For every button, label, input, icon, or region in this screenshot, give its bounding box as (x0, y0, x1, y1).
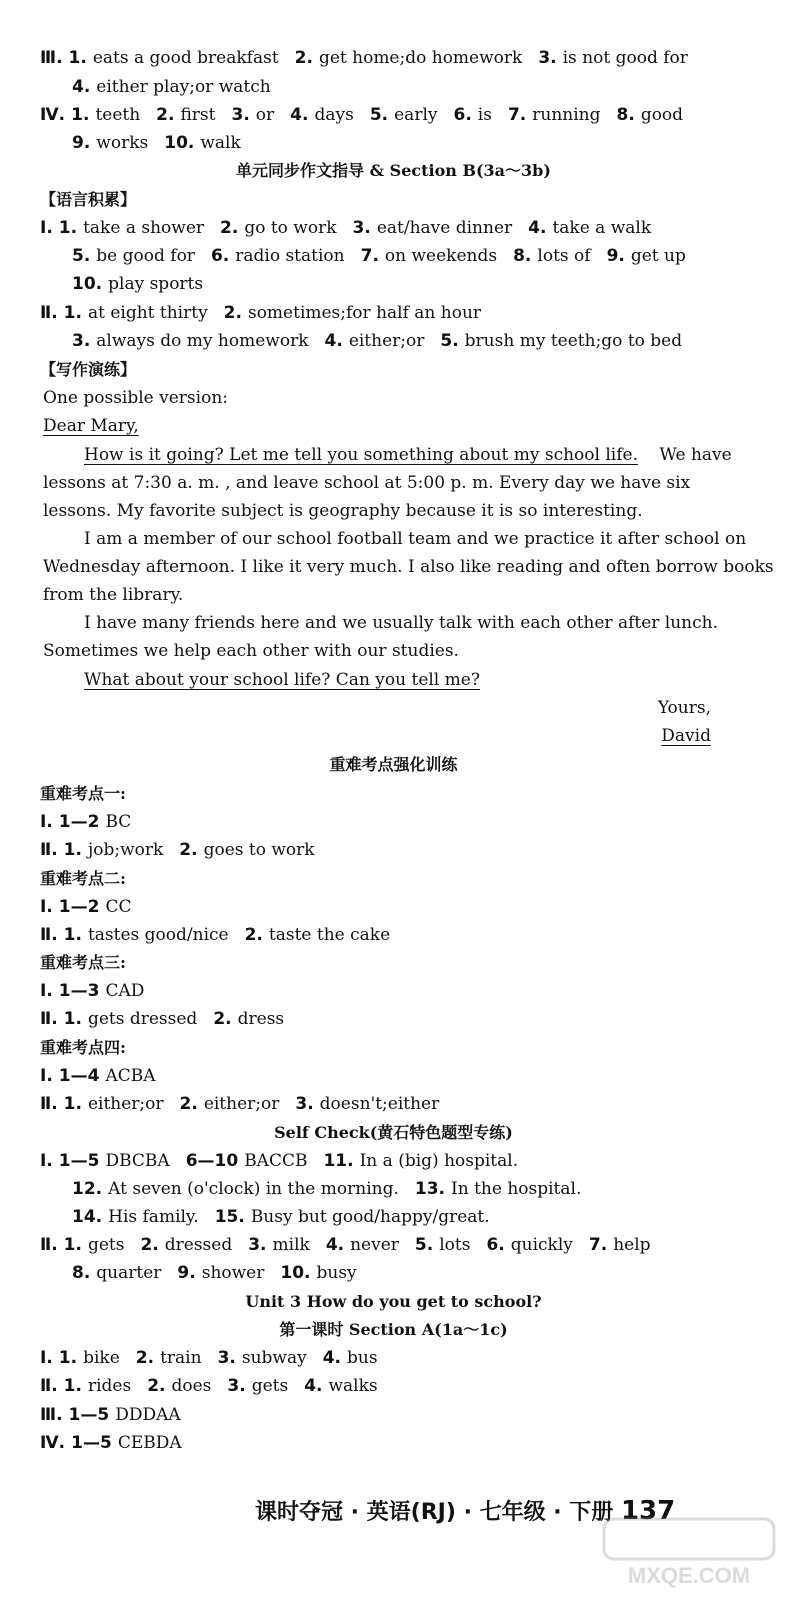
answer-text: at eight thirty (87, 303, 208, 323)
answer-line (84, 527, 746, 551)
answer-text: Sometimes we help each other with our studies. (43, 641, 459, 661)
item-number: Ⅰ. (40, 1066, 53, 1086)
answer-text: does (171, 1376, 212, 1396)
item-number: 2. (179, 1094, 198, 1114)
answer-line (43, 499, 643, 523)
answer-line (661, 724, 711, 748)
answer-text: 单元同步作文指导 & Section B(3a～3b) (236, 161, 551, 180)
item-number: Ⅲ. (40, 1405, 63, 1425)
item-number: 2. (220, 218, 239, 238)
item-number: 4. (322, 1348, 342, 1368)
answer-line (40, 951, 126, 975)
book-title: 课时夺冠 · 英语(RJ) · 七年级 · 下册 (255, 1500, 614, 1525)
item-number: 7. (360, 246, 379, 266)
page-number: 137 (620, 1496, 676, 1526)
answer-text: I have many friends here and we usually talk with each other after lunch. (84, 613, 718, 633)
item-number: 1. (63, 303, 82, 323)
answer-line (0, 753, 787, 777)
answer-line (43, 386, 228, 410)
answer-line (40, 1403, 181, 1427)
item-number: 3. (352, 218, 371, 238)
item-number: 1. (63, 840, 82, 860)
answer-text: never (350, 1235, 399, 1255)
item-number: 1—4 (58, 1066, 100, 1086)
answer-text: either;or (203, 1094, 280, 1114)
answer-text: In the hospital. (451, 1179, 582, 1199)
answer-text: gets dressed (87, 1009, 198, 1029)
answer-text: job;work (87, 840, 164, 860)
answer-text: At seven (o'clock) in the morning. (108, 1179, 399, 1199)
item-number: 3. (538, 48, 557, 68)
answer-line (40, 301, 481, 325)
answer-text: 【写作演练】 (40, 360, 137, 379)
answer-text: be good for (96, 246, 195, 266)
item-number: 10. (280, 1263, 311, 1283)
answer-line (658, 696, 711, 720)
answer-text: lots of (537, 246, 591, 266)
item-number: Ⅱ. (40, 840, 58, 860)
answer-line (40, 895, 131, 919)
item-number: 10. (164, 133, 195, 153)
answer-text: 重难考点一: (40, 784, 126, 803)
answer-text: always do my homework (96, 331, 309, 351)
item-number: Ⅲ. (40, 48, 63, 68)
item-number: 1—5 (71, 1433, 112, 1453)
answer-text: shower (201, 1263, 265, 1283)
answer-text: His family. (108, 1207, 199, 1227)
watermark-text: MXQE.COM (627, 1563, 751, 1588)
answer-text: 重难考点四: (40, 1038, 126, 1057)
answer-line (72, 1205, 490, 1229)
answer-text: is (477, 105, 492, 125)
item-number: 1. (63, 1235, 82, 1255)
answer-text: is not good for (562, 48, 688, 68)
answer-text: brush my teeth;go to bed (464, 331, 683, 351)
answer-line (40, 1007, 284, 1031)
answer-line (40, 867, 126, 891)
answer-text: get up (630, 246, 686, 266)
answer-text: CC (105, 897, 132, 917)
answer-line (0, 1290, 787, 1314)
answer-text: walks (328, 1376, 378, 1396)
answer-line (84, 611, 718, 635)
item-number: Ⅱ. (40, 1094, 58, 1114)
item-number: 5. (369, 105, 389, 125)
answer-text: or (255, 105, 275, 125)
item-number: 1—3 (58, 981, 100, 1001)
item-number: 1—5 (58, 1151, 100, 1171)
item-number: 12. (72, 1179, 103, 1199)
answer-line (40, 103, 683, 127)
item-number: Ⅱ. (40, 1235, 58, 1255)
answer-text: play sports (108, 274, 204, 294)
answer-line (40, 216, 651, 240)
answer-text: quarter (96, 1263, 162, 1283)
item-number: 11. (323, 1151, 354, 1171)
answer-line (40, 1064, 156, 1088)
answer-line (43, 583, 183, 607)
item-number: 5. (440, 331, 459, 351)
answer-line (84, 443, 732, 467)
answer-text: gets (87, 1235, 125, 1255)
answer-text: goes to work (203, 840, 315, 860)
answer-line (72, 329, 682, 353)
item-number: 7. (507, 105, 527, 125)
item-number: Ⅰ. (40, 1151, 53, 1171)
answer-text: early (394, 105, 438, 125)
item-number: 1. (71, 105, 90, 125)
item-number: Ⅱ. (40, 303, 58, 323)
answer-text: lessons. My favorite subject is geography because it is so interesting. (43, 501, 643, 521)
answer-text: What about your school life? Can you tell me? (84, 670, 480, 690)
item-number: 4. (528, 218, 547, 238)
answer-text: Self Check(黄石特色题型专练) (274, 1123, 513, 1142)
item-number: 2. (244, 925, 263, 945)
item-number: 3. (227, 1376, 246, 1396)
item-number: 1. (63, 1009, 82, 1029)
item-number: 7. (588, 1235, 608, 1255)
answer-text: dress (237, 1009, 285, 1029)
answer-text: Yours, (657, 698, 711, 718)
item-number: 1. (68, 48, 87, 68)
item-number: Ⅳ. (40, 1433, 66, 1453)
answer-line (40, 188, 136, 212)
answer-text: busy (316, 1263, 357, 1283)
item-number: 5. (72, 246, 91, 266)
answer-text: help (613, 1235, 651, 1255)
item-number: 1—2 (58, 897, 100, 917)
answer-text: Unit 3 How do you get to school? (245, 1292, 542, 1311)
item-number: 1. (63, 925, 82, 945)
answer-text: 重难考点二: (40, 869, 126, 888)
answer-line (40, 1374, 378, 1398)
answer-line (0, 1121, 787, 1145)
answer-text: How is it going? Let me tell you something about my school life. (84, 445, 638, 465)
answer-text: either play;or watch (96, 77, 271, 97)
answer-line (40, 1036, 126, 1060)
answer-text: good (640, 105, 684, 125)
item-number: 2. (223, 303, 242, 323)
item-number: 8. (513, 246, 532, 266)
answer-text: rides (87, 1376, 132, 1396)
answer-text: go to work (244, 218, 337, 238)
answer-text: BC (105, 812, 132, 832)
answer-text: on weekends (384, 246, 498, 266)
item-number: 3. (295, 1094, 314, 1114)
answer-line (72, 1261, 357, 1285)
item-number: 2. (135, 1348, 155, 1368)
item-number: 6. (453, 105, 472, 125)
answer-text: either;or (348, 331, 425, 351)
item-number: 10. (72, 274, 103, 294)
item-number: Ⅱ. (40, 1376, 58, 1396)
item-number: 4. (290, 105, 309, 125)
answer-line (43, 639, 459, 663)
item-number: 3. (72, 331, 91, 351)
answer-text: from the library. (43, 585, 184, 605)
item-number: 8. (72, 1263, 91, 1283)
answer-line (40, 838, 315, 862)
answer-text: days (314, 105, 354, 125)
answer-line (72, 244, 686, 268)
answer-text: take a shower (83, 218, 205, 238)
answer-text: 重难考点三: (40, 953, 126, 972)
answer-text: bus (347, 1348, 378, 1368)
answer-text: running (532, 105, 601, 125)
answer-text: 【语言积累】 (40, 190, 137, 209)
item-number: 1—2 (58, 812, 100, 832)
answer-text: gets (251, 1376, 289, 1396)
answer-line (40, 46, 688, 70)
item-number: 2. (140, 1235, 159, 1255)
item-number: 9. (177, 1263, 196, 1283)
item-number: 5. (414, 1235, 434, 1255)
answer-line (40, 1233, 651, 1257)
answer-line (40, 358, 136, 382)
item-number: Ⅰ. (40, 1348, 53, 1368)
answer-text: walk (200, 133, 241, 153)
item-number: 2. (294, 48, 313, 68)
answer-line (0, 159, 787, 183)
item-number: Ⅰ. (40, 897, 53, 917)
item-number: 15. (214, 1207, 245, 1227)
item-number: 6. (210, 246, 230, 266)
answer-line (43, 471, 690, 495)
answer-text: dressed (164, 1235, 233, 1255)
answer-text: works (96, 133, 149, 153)
item-number: 6—10 (185, 1151, 239, 1171)
answer-line (43, 414, 139, 438)
item-number: 14. (72, 1207, 103, 1227)
item-number: 4. (72, 77, 91, 97)
answer-text: first (180, 105, 216, 125)
answer-line (40, 1346, 378, 1370)
answer-text: radio station (235, 246, 345, 266)
answer-line (72, 131, 241, 155)
watermark-logo (596, 1515, 782, 1593)
answer-line (40, 923, 390, 947)
item-number: 4. (324, 331, 343, 351)
answer-text: We have (653, 445, 732, 465)
answer-text: train (160, 1348, 202, 1368)
answer-text: get home;do homework (318, 48, 523, 68)
answer-text: I am a member of our school football team and we practice it after school on (84, 529, 747, 549)
answer-text: Dear Mary, (43, 416, 139, 436)
item-number: Ⅰ. (40, 812, 53, 832)
answer-text: milk (272, 1235, 310, 1255)
answer-text: ACBA (105, 1066, 156, 1086)
answer-text: doesn't;either (319, 1094, 440, 1114)
answer-text: eat/have dinner (376, 218, 513, 238)
answer-text: lessons at 7:30 a. m. , and leave school at 5:00 p. m. Every day we have six (43, 473, 691, 493)
answer-text: eats a good breakfast (92, 48, 279, 68)
item-number: 2. (213, 1009, 232, 1029)
item-number: Ⅳ. (40, 105, 66, 125)
item-number: 13. (414, 1179, 445, 1199)
answer-text: taste the cake (268, 925, 391, 945)
answer-text: CAD (105, 981, 145, 1001)
answer-text: Busy but good/happy/great. (250, 1207, 490, 1227)
item-number: 8. (616, 105, 635, 125)
answer-text: either;or (87, 1094, 164, 1114)
answer-text: One possible version: (43, 388, 228, 408)
answer-line (72, 1177, 581, 1201)
answer-text: BACCB (244, 1151, 308, 1171)
answer-text: lots (439, 1235, 471, 1255)
item-number: Ⅰ. (40, 218, 53, 238)
answer-text: 第一课时 Section A(1a～1c) (279, 1320, 508, 1339)
answer-text: quickly (510, 1235, 573, 1255)
answer-line (40, 1431, 182, 1455)
item-number: 9. (606, 246, 625, 266)
answer-text: Wednesday afternoon. I like it very much. I also like reading and often borrow books (43, 557, 774, 577)
answer-text: subway (241, 1348, 307, 1368)
item-number: 4. (325, 1235, 345, 1255)
item-number: 1—5 (68, 1405, 110, 1425)
item-number: Ⅰ. (40, 981, 53, 1001)
answer-line (72, 75, 271, 99)
answer-line (40, 810, 131, 834)
item-number: 1. (58, 1348, 78, 1368)
item-number: 9. (72, 133, 91, 153)
answer-text: 重难考点强化训练 (329, 755, 458, 774)
item-number: 1. (63, 1094, 82, 1114)
answer-text: tastes good/nice (87, 925, 229, 945)
answer-line (40, 1092, 439, 1116)
answer-line (0, 1318, 787, 1342)
answer-text: DDDAA (115, 1405, 181, 1425)
item-number: Ⅱ. (40, 925, 58, 945)
item-number: 6. (486, 1235, 505, 1255)
item-number: Ⅱ. (40, 1009, 58, 1029)
answer-line (40, 979, 144, 1003)
item-number: 1. (63, 1376, 82, 1396)
answer-line (84, 668, 480, 692)
item-number: 4. (304, 1376, 323, 1396)
answer-text: In a (big) hospital. (359, 1151, 519, 1171)
item-number: 1. (58, 218, 78, 238)
answer-line (72, 272, 203, 296)
item-number: 3. (231, 105, 250, 125)
answer-text: CEBDA (117, 1433, 182, 1453)
answer-line (43, 555, 774, 579)
item-number: 3. (248, 1235, 267, 1255)
answer-line (40, 782, 126, 806)
answer-text: teeth (95, 105, 141, 125)
answer-text: David (661, 726, 711, 746)
answer-text: take a walk (552, 218, 652, 238)
item-number: 2. (179, 840, 198, 860)
item-number: 2. (147, 1376, 166, 1396)
answer-text: DBCBA (105, 1151, 170, 1171)
answer-line (40, 1149, 518, 1173)
item-number: 2. (156, 105, 175, 125)
item-number: 3. (217, 1348, 236, 1368)
answer-text: bike (83, 1348, 120, 1368)
answer-text: sometimes;for half an hour (247, 303, 482, 323)
